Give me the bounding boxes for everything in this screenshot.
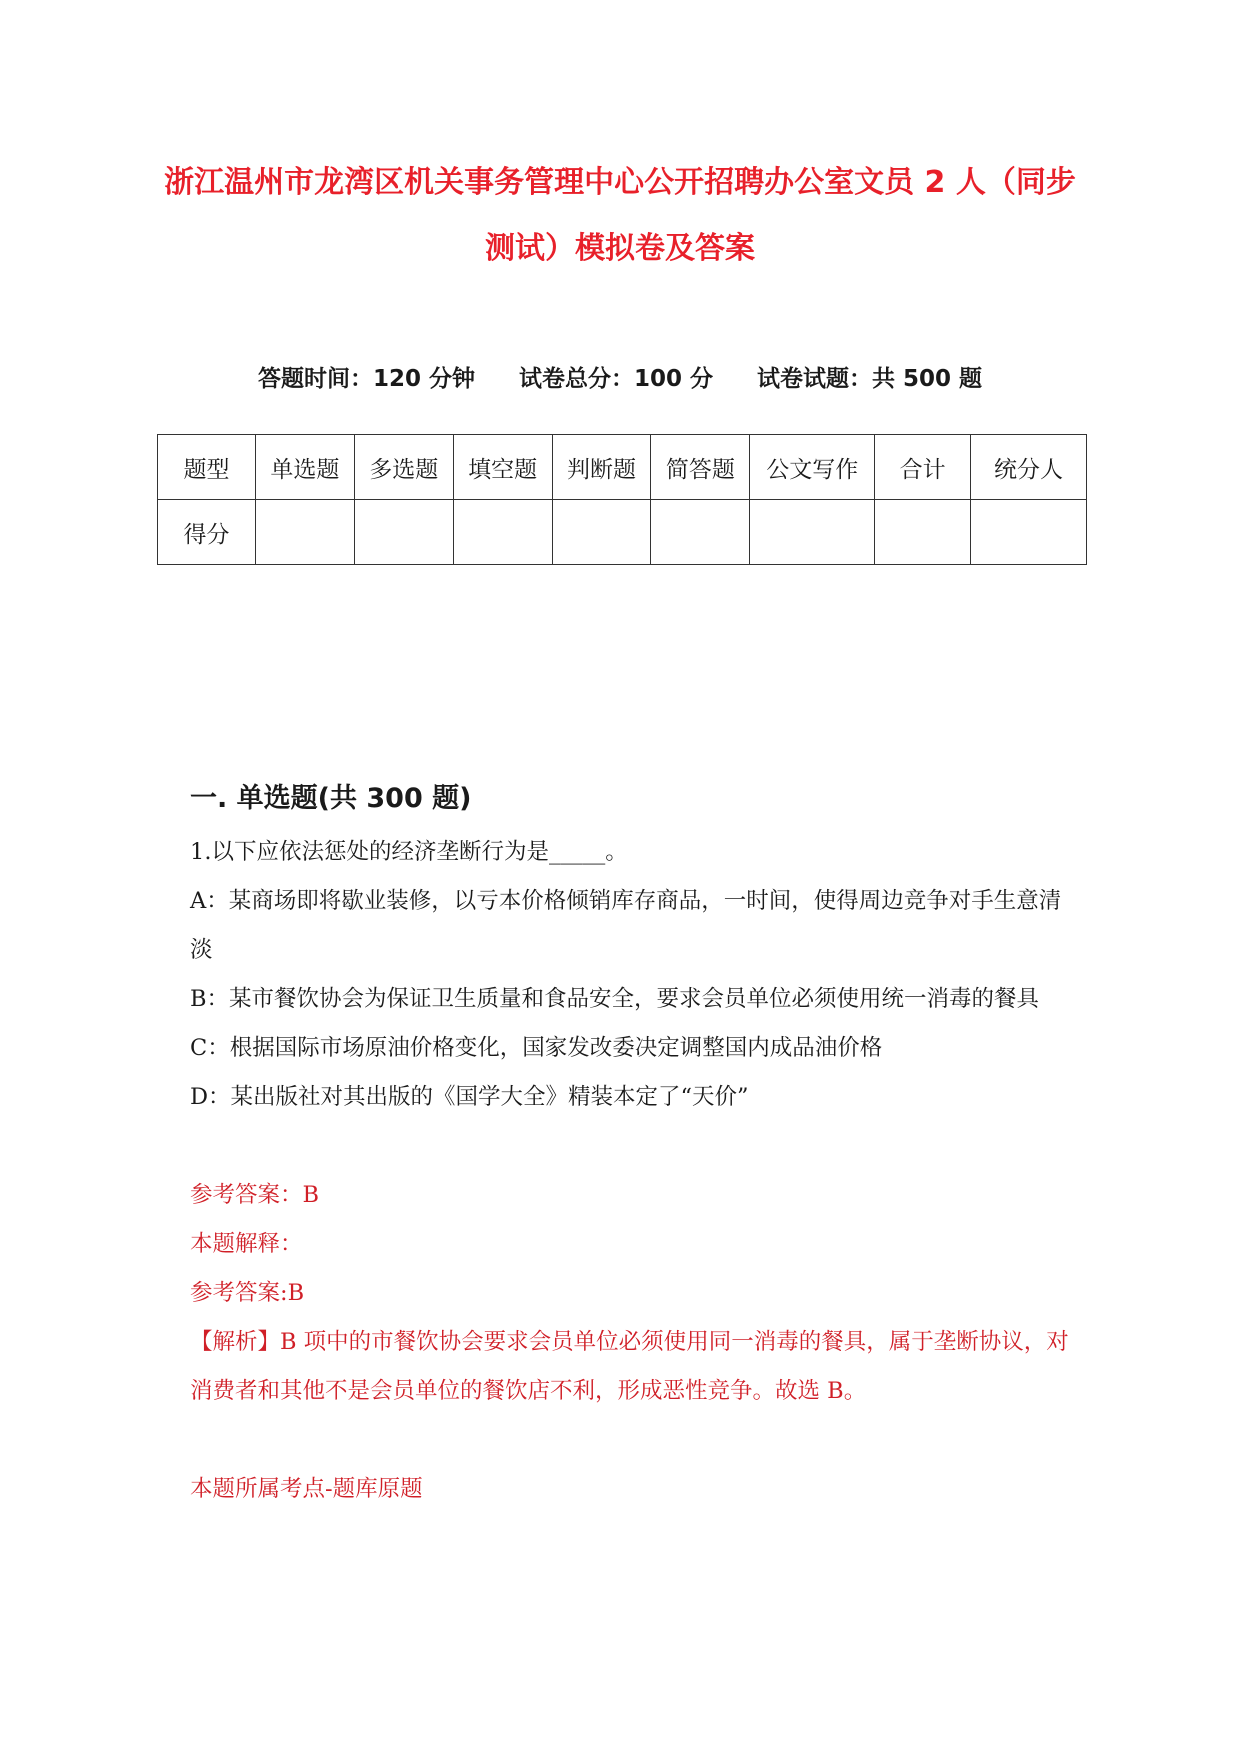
question-block <box>190 828 1070 1514</box>
analysis-text: 【解析】B 项中的市餐饮协会要求会员单位必须使用同一消毒的餐具，属于垄断协议，对消费者和其他不是会员单位的餐饮店不利，形成恶性竞争。故选 B。 <box>190 1329 1069 1404</box>
score-cell <box>971 500 1087 565</box>
reference-answer: 参考答案：B <box>190 1182 320 1208</box>
score-table-score-row <box>158 500 1087 565</box>
header-cell: 题型 <box>158 435 256 500</box>
knowledge-point: 本题所属考点-题库原题 <box>190 1476 423 1502</box>
score-cell <box>750 500 875 565</box>
score-cell <box>651 500 750 565</box>
reference-answer-repeat: 参考答案:B <box>190 1280 305 1306</box>
header-cell: 合计 <box>875 435 971 500</box>
header-cell: 填空题 <box>453 435 552 500</box>
header-cell: 公文写作 <box>750 435 875 500</box>
option-b: B：某市餐饮协会为保证卫生质量和食品安全，要求会员单位必须使用统一消毒的餐具 <box>190 986 1040 1012</box>
score-cell <box>552 500 651 565</box>
option-c: C：根据国际市场原油价格变化，国家发改委决定调整国内成品油价格 <box>190 1035 883 1061</box>
header-cell: 判断题 <box>552 435 651 500</box>
header-cell: 单选题 <box>255 435 354 500</box>
exam-time: 答题时间：120 分钟 <box>257 366 475 392</box>
section-title: 一. 单选题(共 300 题) <box>190 783 472 814</box>
score-cell <box>354 500 453 565</box>
option-a: A：某商场即将歇业装修，以亏本价格倾销库存商品，一时间，使得周边竞争对手生意清淡 <box>190 888 1062 963</box>
score-table-header-row <box>158 435 1087 500</box>
header-cell: 多选题 <box>354 435 453 500</box>
score-cell <box>453 500 552 565</box>
explanation-label: 本题解释： <box>190 1231 303 1257</box>
score-table <box>157 434 1087 565</box>
question-stem: 1.以下应依法惩处的经济垄断行为是_____。 <box>190 839 628 865</box>
option-d: D：某出版社对其出版的《国学大全》精装本定了“天价” <box>190 1084 749 1110</box>
exam-info <box>0 360 1240 393</box>
row-label-cell: 得分 <box>158 500 256 565</box>
document-title: 浙江温州市龙湾区机关事务管理中心公开招聘办公室文员 2 人（同步测试）模拟卷及答案 <box>164 165 1076 266</box>
score-cell <box>875 500 971 565</box>
score-cell <box>255 500 354 565</box>
exam-question-count: 试卷试题：共 500 题 <box>757 366 983 392</box>
header-cell: 统分人 <box>971 435 1087 500</box>
exam-total-score: 试卷总分：100 分 <box>518 366 714 392</box>
header-cell: 简答题 <box>651 435 750 500</box>
